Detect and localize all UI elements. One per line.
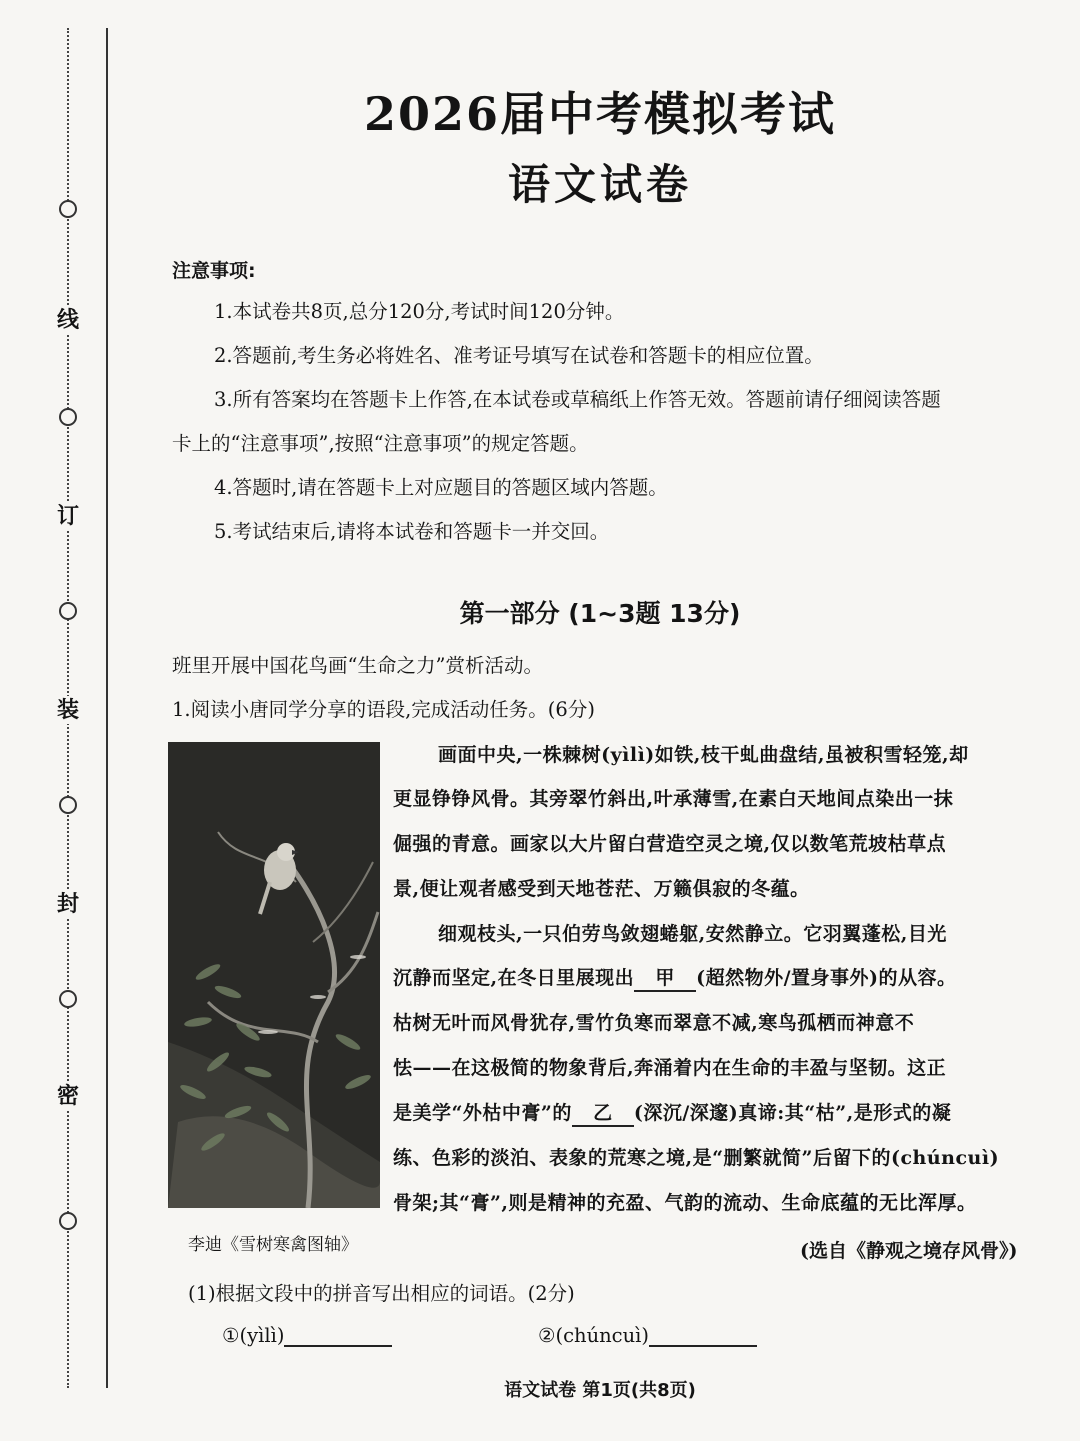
- margin-label-xian: 线: [54, 306, 82, 334]
- passage-line: 画面中央,一株棘树(yìlì)如铁,枝干虬曲盘结,虽被积雪轻笼,却: [438, 744, 969, 766]
- note-line: 5.考试结束后,请将本试卷和答题卡一并交回。: [214, 520, 610, 543]
- passage-text: (超然物外/置身事外)的从容。: [696, 967, 957, 989]
- painting-image: [168, 742, 380, 1208]
- margin-circle: [59, 796, 77, 814]
- activity-intro: 班里开展中国花鸟画“生命之力”赏析活动。: [172, 654, 543, 677]
- blank-yi: 乙: [572, 1098, 634, 1127]
- snow-tree-bird-illustration: [168, 742, 380, 1208]
- margin-circle: [59, 408, 77, 426]
- passage-text: 沉静而坚定,在冬日里展现出: [393, 967, 635, 989]
- passage-line: 骨架;其“膏”,则是精神的充盈、气韵的流动、生命底蕴的无比浑厚。: [393, 1192, 977, 1214]
- passage-source: (选自《静观之境存风骨》): [800, 1240, 1018, 1262]
- passage-line: 练、色彩的淡泊、表象的荒寒之境,是“删繁就简”后留下的(chúncuì): [393, 1147, 1000, 1169]
- passage-line: 细观枝头,一只伯劳鸟敛翅蜷躯,安然静立。它羽翼蓬松,目光: [438, 923, 947, 945]
- question-1: 1.阅读小唐同学分享的语段,完成活动任务。(6分): [172, 698, 595, 721]
- margin-label-mi: 密: [54, 1082, 82, 1110]
- margin-label-zhuang: 装: [54, 696, 82, 724]
- note-line: 卡上的“注意事项”,按照“注意事项”的规定答题。: [172, 432, 589, 455]
- section-heading: 第一部分 (1~3题 13分): [459, 599, 741, 628]
- answer-line[interactable]: [649, 1327, 757, 1347]
- exam-subtitle: 语文试卷: [507, 160, 692, 209]
- note-line: 2.答题前,考生务必将姓名、准考证号填写在试卷和答题卡的相应位置。: [214, 344, 824, 367]
- notes-heading: 注意事项:: [172, 260, 256, 282]
- passage-text: (深沉/深邃)真谛:其“枯”,是形式的凝: [633, 1102, 952, 1124]
- passage-text: 是美学“外枯中膏”的: [393, 1102, 572, 1124]
- answer-slot-chuncui: [538, 1324, 757, 1347]
- passage-line: [393, 1098, 951, 1127]
- passage-line: 枯树无叶而风骨犹存,雪竹负寒而翠意不减,寒鸟孤栖而神意不: [393, 1012, 915, 1034]
- answer-label: ①(yìlì): [222, 1324, 285, 1347]
- passage-line: 倔强的青意。画家以大片留白营造空灵之境,仅以数笔荒坡枯草点: [393, 833, 947, 855]
- note-line: 3.所有答案均在答题卡上作答,在本试卷或草稿纸上作答无效。答题前请仔细阅读答题: [214, 388, 941, 411]
- margin-label-feng: 封: [54, 890, 82, 918]
- passage-line: [393, 963, 957, 992]
- margin-rule: [106, 28, 108, 1388]
- passage-line: 景,便让观者感受到天地苍茫、万籁俱寂的冬蕴。: [393, 878, 810, 900]
- passage-line: 怯——在这极简的物象背后,奔涌着内在生命的丰盈与坚韧。这正: [393, 1057, 947, 1079]
- page-footer: 语文试卷 第1页(共8页): [504, 1380, 696, 1401]
- exam-title: 2026届中考模拟考试: [363, 87, 837, 141]
- margin-label-ding: 订: [54, 502, 82, 530]
- answer-slot-yili: [222, 1324, 392, 1347]
- margin-circle: [59, 1212, 77, 1230]
- note-line: 1.本试卷共8页,总分120分,考试时间120分钟。: [214, 300, 625, 323]
- margin-circle: [59, 990, 77, 1008]
- answer-label: ②(chúncuì): [538, 1324, 650, 1347]
- note-line: 4.答题时,请在答题卡上对应题目的答题区域内答题。: [214, 476, 668, 499]
- subquestion-1: (1)根据文段中的拼音写出相应的词语。(2分): [188, 1282, 575, 1305]
- painting-caption: 李迪《雪树寒禽图轴》: [188, 1235, 358, 1255]
- blank-jia: 甲: [634, 963, 696, 992]
- answer-line[interactable]: [284, 1327, 392, 1347]
- passage-line: 更显铮铮风骨。其旁翠竹斜出,叶承薄雪,在素白天地间点染出一抹: [393, 788, 954, 810]
